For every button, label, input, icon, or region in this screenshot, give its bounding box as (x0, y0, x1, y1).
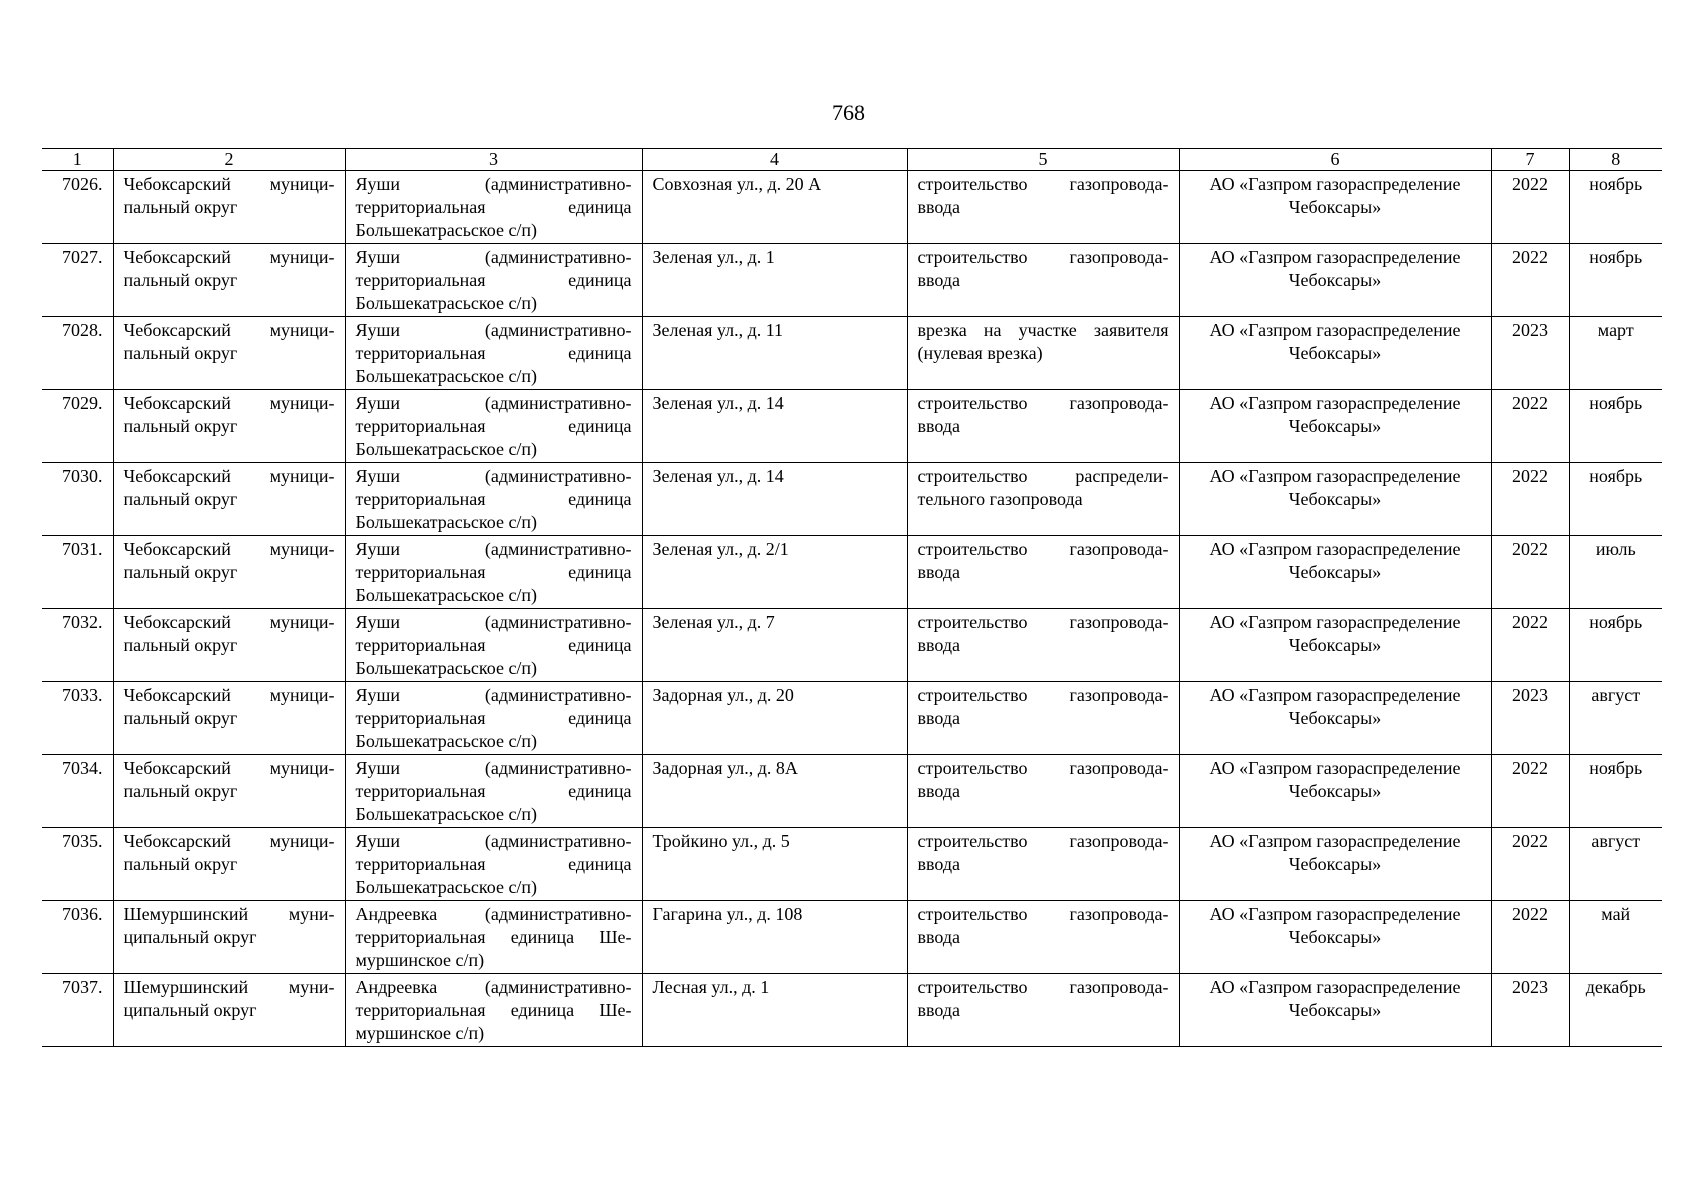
table-row (42, 317, 1662, 390)
month-cell: ноябрь (1569, 390, 1662, 463)
year-cell: 2022 (1491, 171, 1569, 244)
month-cell: май (1569, 901, 1662, 974)
address-cell: Гагарина ул., д. 108 (642, 901, 907, 974)
table-row (42, 244, 1662, 317)
work-type-cell: строительство газопровода-ввода (907, 536, 1179, 609)
organization-cell: АО «Газпром газораспределение Чебоксары» (1179, 390, 1491, 463)
column-header: 2 (113, 149, 345, 171)
row-number: 7034. (42, 755, 113, 828)
address-cell: Зеленая ул., д. 11 (642, 317, 907, 390)
organization-cell: АО «Газпром газораспределение Чебоксары» (1179, 755, 1491, 828)
year-cell: 2023 (1491, 974, 1569, 1047)
column-header: 6 (1179, 149, 1491, 171)
locality-cell: Яуши (административно-территориальная единица Большекатрасьское с/п) (345, 828, 642, 901)
row-number: 7036. (42, 901, 113, 974)
district-cell: Шемуршинский муни-ципальный округ (113, 901, 345, 974)
year-cell: 2022 (1491, 755, 1569, 828)
district-cell: Чебоксарский муници-пальный округ (113, 244, 345, 317)
work-type-cell: строительство распредели-тельного газопровода (907, 463, 1179, 536)
address-cell: Лесная ул., д. 1 (642, 974, 907, 1047)
district-cell: Чебоксарский муници-пальный округ (113, 390, 345, 463)
month-cell: август (1569, 682, 1662, 755)
organization-cell: АО «Газпром газораспределение Чебоксары» (1179, 244, 1491, 317)
table-row (42, 901, 1662, 974)
district-cell: Чебоксарский муници-пальный округ (113, 536, 345, 609)
organization-cell: АО «Газпром газораспределение Чебоксары» (1179, 974, 1491, 1047)
table-row (42, 171, 1662, 244)
locality-cell: Яуши (административно-территориальная единица Большекатрасьское с/п) (345, 171, 642, 244)
locality-cell: Яуши (административно-территориальная единица Большекатрасьское с/п) (345, 536, 642, 609)
year-cell: 2022 (1491, 828, 1569, 901)
year-cell: 2022 (1491, 390, 1569, 463)
work-type-cell: строительство газопровода-ввода (907, 755, 1179, 828)
address-cell: Совхозная ул., д. 20 А (642, 171, 907, 244)
district-cell: Чебоксарский муници-пальный округ (113, 171, 345, 244)
table-row (42, 755, 1662, 828)
table-row (42, 828, 1662, 901)
row-number: 7033. (42, 682, 113, 755)
month-cell: ноябрь (1569, 609, 1662, 682)
year-cell: 2023 (1491, 317, 1569, 390)
table-row (42, 463, 1662, 536)
organization-cell: АО «Газпром газораспределение Чебоксары» (1179, 463, 1491, 536)
month-cell: июль (1569, 536, 1662, 609)
district-cell: Чебоксарский муници-пальный округ (113, 828, 345, 901)
locality-cell: Яуши (административно-территориальная единица Большекатрасьское с/п) (345, 317, 642, 390)
table-row (42, 609, 1662, 682)
locality-cell: Андреевка (административно-территориальная единица Ше-муршинское с/п) (345, 974, 642, 1047)
address-cell: Зеленая ул., д. 14 (642, 390, 907, 463)
row-number: 7028. (42, 317, 113, 390)
address-cell: Зеленая ул., д. 14 (642, 463, 907, 536)
locality-cell: Яуши (административно-территориальная единица Большекатрасьское с/п) (345, 609, 642, 682)
district-cell: Чебоксарский муници-пальный округ (113, 463, 345, 536)
work-type-cell: строительство газопровода-ввода (907, 682, 1179, 755)
row-number: 7031. (42, 536, 113, 609)
address-cell: Тройкино ул., д. 5 (642, 828, 907, 901)
work-type-cell: строительство газопровода-ввода (907, 828, 1179, 901)
row-number: 7030. (42, 463, 113, 536)
organization-cell: АО «Газпром газораспределение Чебоксары» (1179, 609, 1491, 682)
table-row (42, 682, 1662, 755)
column-header: 3 (345, 149, 642, 171)
district-cell: Чебоксарский муници-пальный округ (113, 682, 345, 755)
locality-cell: Яуши (административно-территориальная единица Большекатрасьское с/п) (345, 755, 642, 828)
column-header: 4 (642, 149, 907, 171)
address-cell: Задорная ул., д. 20 (642, 682, 907, 755)
column-header: 7 (1491, 149, 1569, 171)
address-cell: Зеленая ул., д. 2/1 (642, 536, 907, 609)
work-type-cell: строительство газопровода-ввода (907, 390, 1179, 463)
organization-cell: АО «Газпром газораспределение Чебоксары» (1179, 536, 1491, 609)
month-cell: декабрь (1569, 974, 1662, 1047)
month-cell: март (1569, 317, 1662, 390)
organization-cell: АО «Газпром газораспределение Чебоксары» (1179, 828, 1491, 901)
district-cell: Шемуршинский муни-ципальный округ (113, 974, 345, 1047)
locality-cell: Яуши (административно-территориальная единица Большекатрасьское с/п) (345, 390, 642, 463)
locality-cell: Яуши (административно-территориальная единица Большекатрасьское с/п) (345, 244, 642, 317)
year-cell: 2022 (1491, 609, 1569, 682)
work-type-cell: врезка на участке заявителя (нулевая врезка) (907, 317, 1179, 390)
month-cell: ноябрь (1569, 171, 1662, 244)
column-header: 1 (42, 149, 113, 171)
month-cell: ноябрь (1569, 463, 1662, 536)
column-header: 5 (907, 149, 1179, 171)
organization-cell: АО «Газпром газораспределение Чебоксары» (1179, 317, 1491, 390)
address-cell: Зеленая ул., д. 1 (642, 244, 907, 317)
address-cell: Задорная ул., д. 8А (642, 755, 907, 828)
address-cell: Зеленая ул., д. 7 (642, 609, 907, 682)
work-type-cell: строительство газопровода-ввода (907, 901, 1179, 974)
locality-cell: Яуши (административно-территориальная единица Большекатрасьское с/п) (345, 463, 642, 536)
locality-cell: Андреевка (административно-территориальная единица Ше-муршинское с/п) (345, 901, 642, 974)
organization-cell: АО «Газпром газораспределение Чебоксары» (1179, 171, 1491, 244)
row-number: 7029. (42, 390, 113, 463)
row-number: 7027. (42, 244, 113, 317)
table-row (42, 974, 1662, 1047)
row-number: 7032. (42, 609, 113, 682)
year-cell: 2023 (1491, 682, 1569, 755)
locality-cell: Яуши (административно-территориальная единица Большекатрасьское с/п) (345, 682, 642, 755)
district-cell: Чебоксарский муници-пальный округ (113, 317, 345, 390)
column-number-row (42, 149, 1662, 171)
organization-cell: АО «Газпром газораспределение Чебоксары» (1179, 901, 1491, 974)
work-type-cell: строительство газопровода-ввода (907, 171, 1179, 244)
month-cell: август (1569, 828, 1662, 901)
page-number: 768 (832, 100, 865, 125)
month-cell: ноябрь (1569, 755, 1662, 828)
work-type-cell: строительство газопровода-ввода (907, 609, 1179, 682)
year-cell: 2022 (1491, 244, 1569, 317)
work-type-cell: строительство газопровода-ввода (907, 974, 1179, 1047)
district-cell: Чебоксарский муници-пальный округ (113, 609, 345, 682)
district-cell: Чебоксарский муници-пальный округ (113, 755, 345, 828)
year-cell: 2022 (1491, 901, 1569, 974)
schedule-table (42, 148, 1662, 1047)
year-cell: 2022 (1491, 463, 1569, 536)
row-number: 7037. (42, 974, 113, 1047)
year-cell: 2022 (1491, 536, 1569, 609)
row-number: 7035. (42, 828, 113, 901)
table-row (42, 390, 1662, 463)
work-type-cell: строительство газопровода-ввода (907, 244, 1179, 317)
column-header: 8 (1569, 149, 1662, 171)
table-row (42, 536, 1662, 609)
month-cell: ноябрь (1569, 244, 1662, 317)
organization-cell: АО «Газпром газораспределение Чебоксары» (1179, 682, 1491, 755)
row-number: 7026. (42, 171, 113, 244)
